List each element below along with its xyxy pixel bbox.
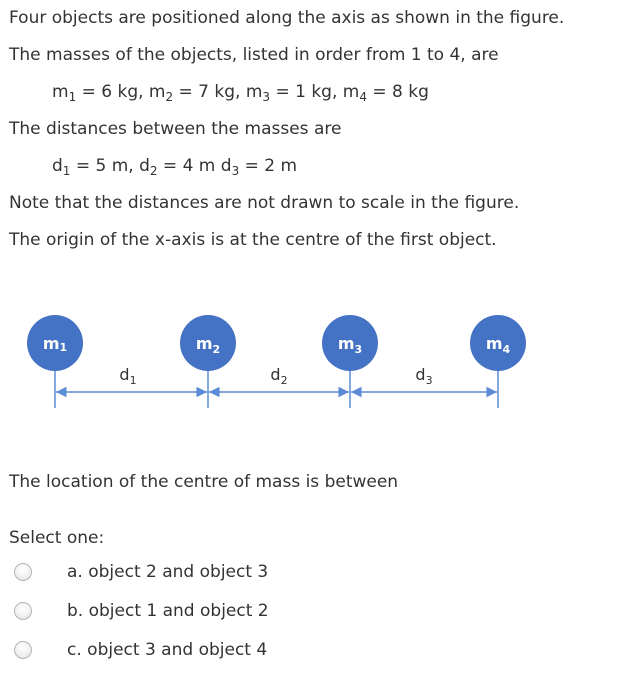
distance-label-d3: $d_3$ xyxy=(415,365,433,387)
masses-line xyxy=(52,81,429,103)
ball-label-m3: $m_3$ xyxy=(337,334,363,356)
distance-label-d1: $d_1$ xyxy=(119,365,137,387)
distance-term: $d_3 = 2$ m xyxy=(220,156,298,178)
option-c-label[interactable]: c. object 3 and object 4 xyxy=(67,640,268,660)
masses-intro-line: The masses of the objects, listed in order from 1 to 4, are xyxy=(9,45,499,65)
distances-line xyxy=(52,155,297,177)
mass-term: $m_1 = 6$ kg, xyxy=(52,82,149,104)
option-b[interactable] xyxy=(14,598,269,624)
option-c[interactable] xyxy=(14,637,267,663)
origin-note-line: The origin of the x-axis is at the centre of the first object. xyxy=(9,230,497,250)
ball-label-m4: $m_4$ xyxy=(485,334,511,356)
ball-label-m1: m1 xyxy=(42,334,68,354)
scale-note-line: Note that the distances are not drawn to scale in the figure. xyxy=(9,193,520,213)
mass-term: $m_2 = 7$ kg, xyxy=(148,82,246,104)
option-a[interactable] xyxy=(14,559,268,585)
option-a-label[interactable]: a. object 2 and object 3 xyxy=(67,562,269,582)
distance-term: $d_2 = 4$ m xyxy=(139,156,221,178)
ball-label-m2: $m_2$ xyxy=(195,334,221,356)
mass-diagram xyxy=(0,300,619,420)
radio-option-b[interactable] xyxy=(14,602,32,620)
radio-option-a[interactable] xyxy=(14,563,32,581)
select-one-label: Select one: xyxy=(9,528,105,548)
intro-line: Four objects are positioned along the axis as shown in the figure. xyxy=(9,8,565,28)
mass-term: $m_3 = 1$ kg, xyxy=(245,82,343,104)
option-b-label[interactable]: b. object 1 and object 2 xyxy=(67,601,269,621)
radio-option-c[interactable] xyxy=(14,641,32,659)
distances-intro-line: The distances between the masses are xyxy=(9,119,342,139)
question-text: The location of the centre of mass is between xyxy=(9,472,399,492)
mass-term: $m_4 = 8$ kg xyxy=(342,82,429,104)
distance-term: $d_1 = 5$ m, xyxy=(52,156,140,178)
distance-label-d2: $d_2$ xyxy=(270,365,288,387)
